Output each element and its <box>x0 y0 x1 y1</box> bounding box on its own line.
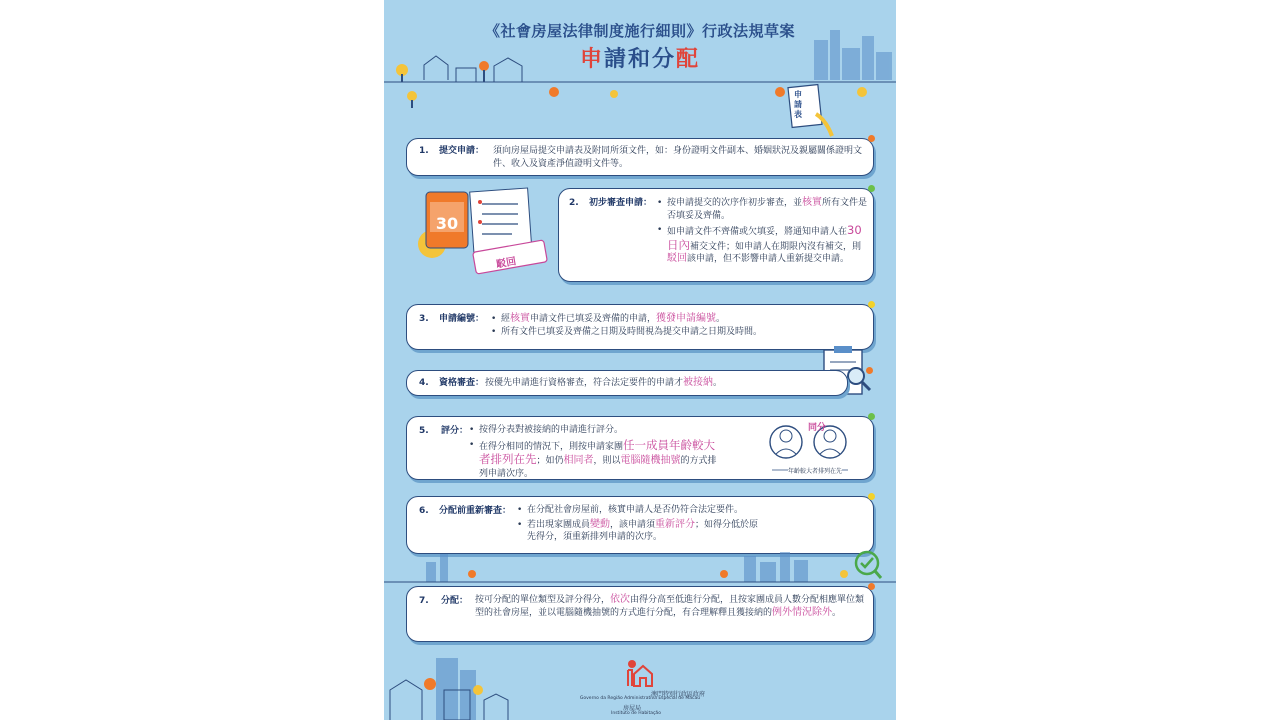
calendar-number: 30 <box>435 214 459 233</box>
step-3-bullet-1: • 經核實申請文件已填妥及齊備的申請，獲發申請編號。 <box>491 313 869 326</box>
step-2-title: 初步審查申請： <box>589 198 653 208</box>
step-5-bullet-1: • 按得分表對被接納的申請進行評分。 <box>469 424 725 437</box>
housing-bureau-logo <box>624 658 654 688</box>
step-dot <box>868 301 875 308</box>
step-3-number: 3. <box>419 314 429 324</box>
step-2-list <box>657 197 869 266</box>
step-5-bullet-2: • 在得分相同的情況下，則按申請家團任一成員年齡較大者排列在先；如仍相同者，則以電腦隨機抽號的方式排列申請次序。 <box>469 439 725 481</box>
footer-bureau-en: Instituto de Habitação <box>611 711 661 716</box>
step-5-list <box>469 424 725 480</box>
step-dot <box>868 493 875 500</box>
step-dot <box>868 135 875 142</box>
step-7-title: 分配： <box>441 596 469 606</box>
step-7-number: 7. <box>419 596 429 606</box>
footer-bureau-cn: 房屋局 <box>622 705 641 712</box>
same-score-badge: 同分 <box>808 423 827 433</box>
step-1-card <box>406 138 874 176</box>
step-1-number: 1. <box>419 146 429 156</box>
step-6-number: 6. <box>419 506 429 516</box>
step-3-title: 申請編號： <box>439 314 485 324</box>
footer-org-en: Governo da Região Administrativa Especial de Macau <box>579 696 701 701</box>
step-4-title: 資格審查： <box>439 378 485 388</box>
step-7-card <box>406 586 874 642</box>
reject-stamp: 駁回 <box>495 256 518 271</box>
step-4-card <box>406 370 848 396</box>
poster-subtitle: 申請和分配 <box>579 47 701 72</box>
footer-org-cn: 澳門特別行政區政府 <box>650 691 705 698</box>
step-6-bullet-1: • 在分配社會房屋前，核實申請人是否仍符合法定要件。 <box>517 504 761 517</box>
step-1-text: 須向房屋局提交申請表及附同所須文件，如：身份證明文件副本、婚姻狀況及親屬關係證明文件、收入及資產淨值證明文件等。 <box>493 146 863 169</box>
age-priority-caption: 年齡較大者排列在先 <box>788 468 843 475</box>
step-4-text: 按優先申請進行資格審查，符合法定要件的申請才被接納。 <box>485 377 723 388</box>
step-2-card <box>558 188 874 282</box>
step-dot <box>868 413 875 420</box>
poster <box>384 0 896 720</box>
step-6-title: 分配前重新審查： <box>439 506 512 516</box>
step-dot <box>868 583 875 590</box>
step-6-card <box>406 496 874 554</box>
step-dot <box>866 367 873 374</box>
step-6-bullet-2: • 若出現家團成員變動，該申請須重新評分；如得分低於原先得分，須重新排列申請的次序。 <box>517 519 761 544</box>
step-dot <box>868 185 875 192</box>
check-icon <box>854 550 884 582</box>
step-6-list <box>517 504 761 544</box>
step-2-number: 2. <box>569 198 579 208</box>
step-5-title: 評分： <box>441 426 469 436</box>
step-7-text: 按可分配的單位類型及評分得分，依次由得分高至低進行分配，且按家團成員人數分配相應單位類型的社會房屋，並以電腦隨機抽號的方式進行分配，有合理解釋且獲接納的例外情況除外。 <box>475 594 865 618</box>
step-4-number: 4. <box>419 378 429 388</box>
step-3-list <box>491 313 869 338</box>
step-1-title: 提交申請： <box>439 146 485 156</box>
step-3-bullet-2: • 所有文件已填妥及齊備之日期及時間視為提交申請之日期及時間。 <box>491 326 869 339</box>
poster-title: 《社會房屋法律制度施行細則》行政法規草案 <box>484 22 795 40</box>
step-2-bullet-2: • 如申請文件不齊備或欠填妥，將通知申請人在30日內補交文件；如申請人在期限內沒有補交，則駁回該申請，但不影響申請人重新提交申請。 <box>657 224 869 266</box>
step-2-bullet-1: • 按申請提交的次序作初步審查，並核實所有文件是否填妥及齊備。 <box>657 197 869 222</box>
mid-skyline-illustration <box>384 548 896 584</box>
step-5-number: 5. <box>419 426 429 436</box>
application-form-label: 申請表 <box>794 90 802 119</box>
step-3-card <box>406 304 874 350</box>
